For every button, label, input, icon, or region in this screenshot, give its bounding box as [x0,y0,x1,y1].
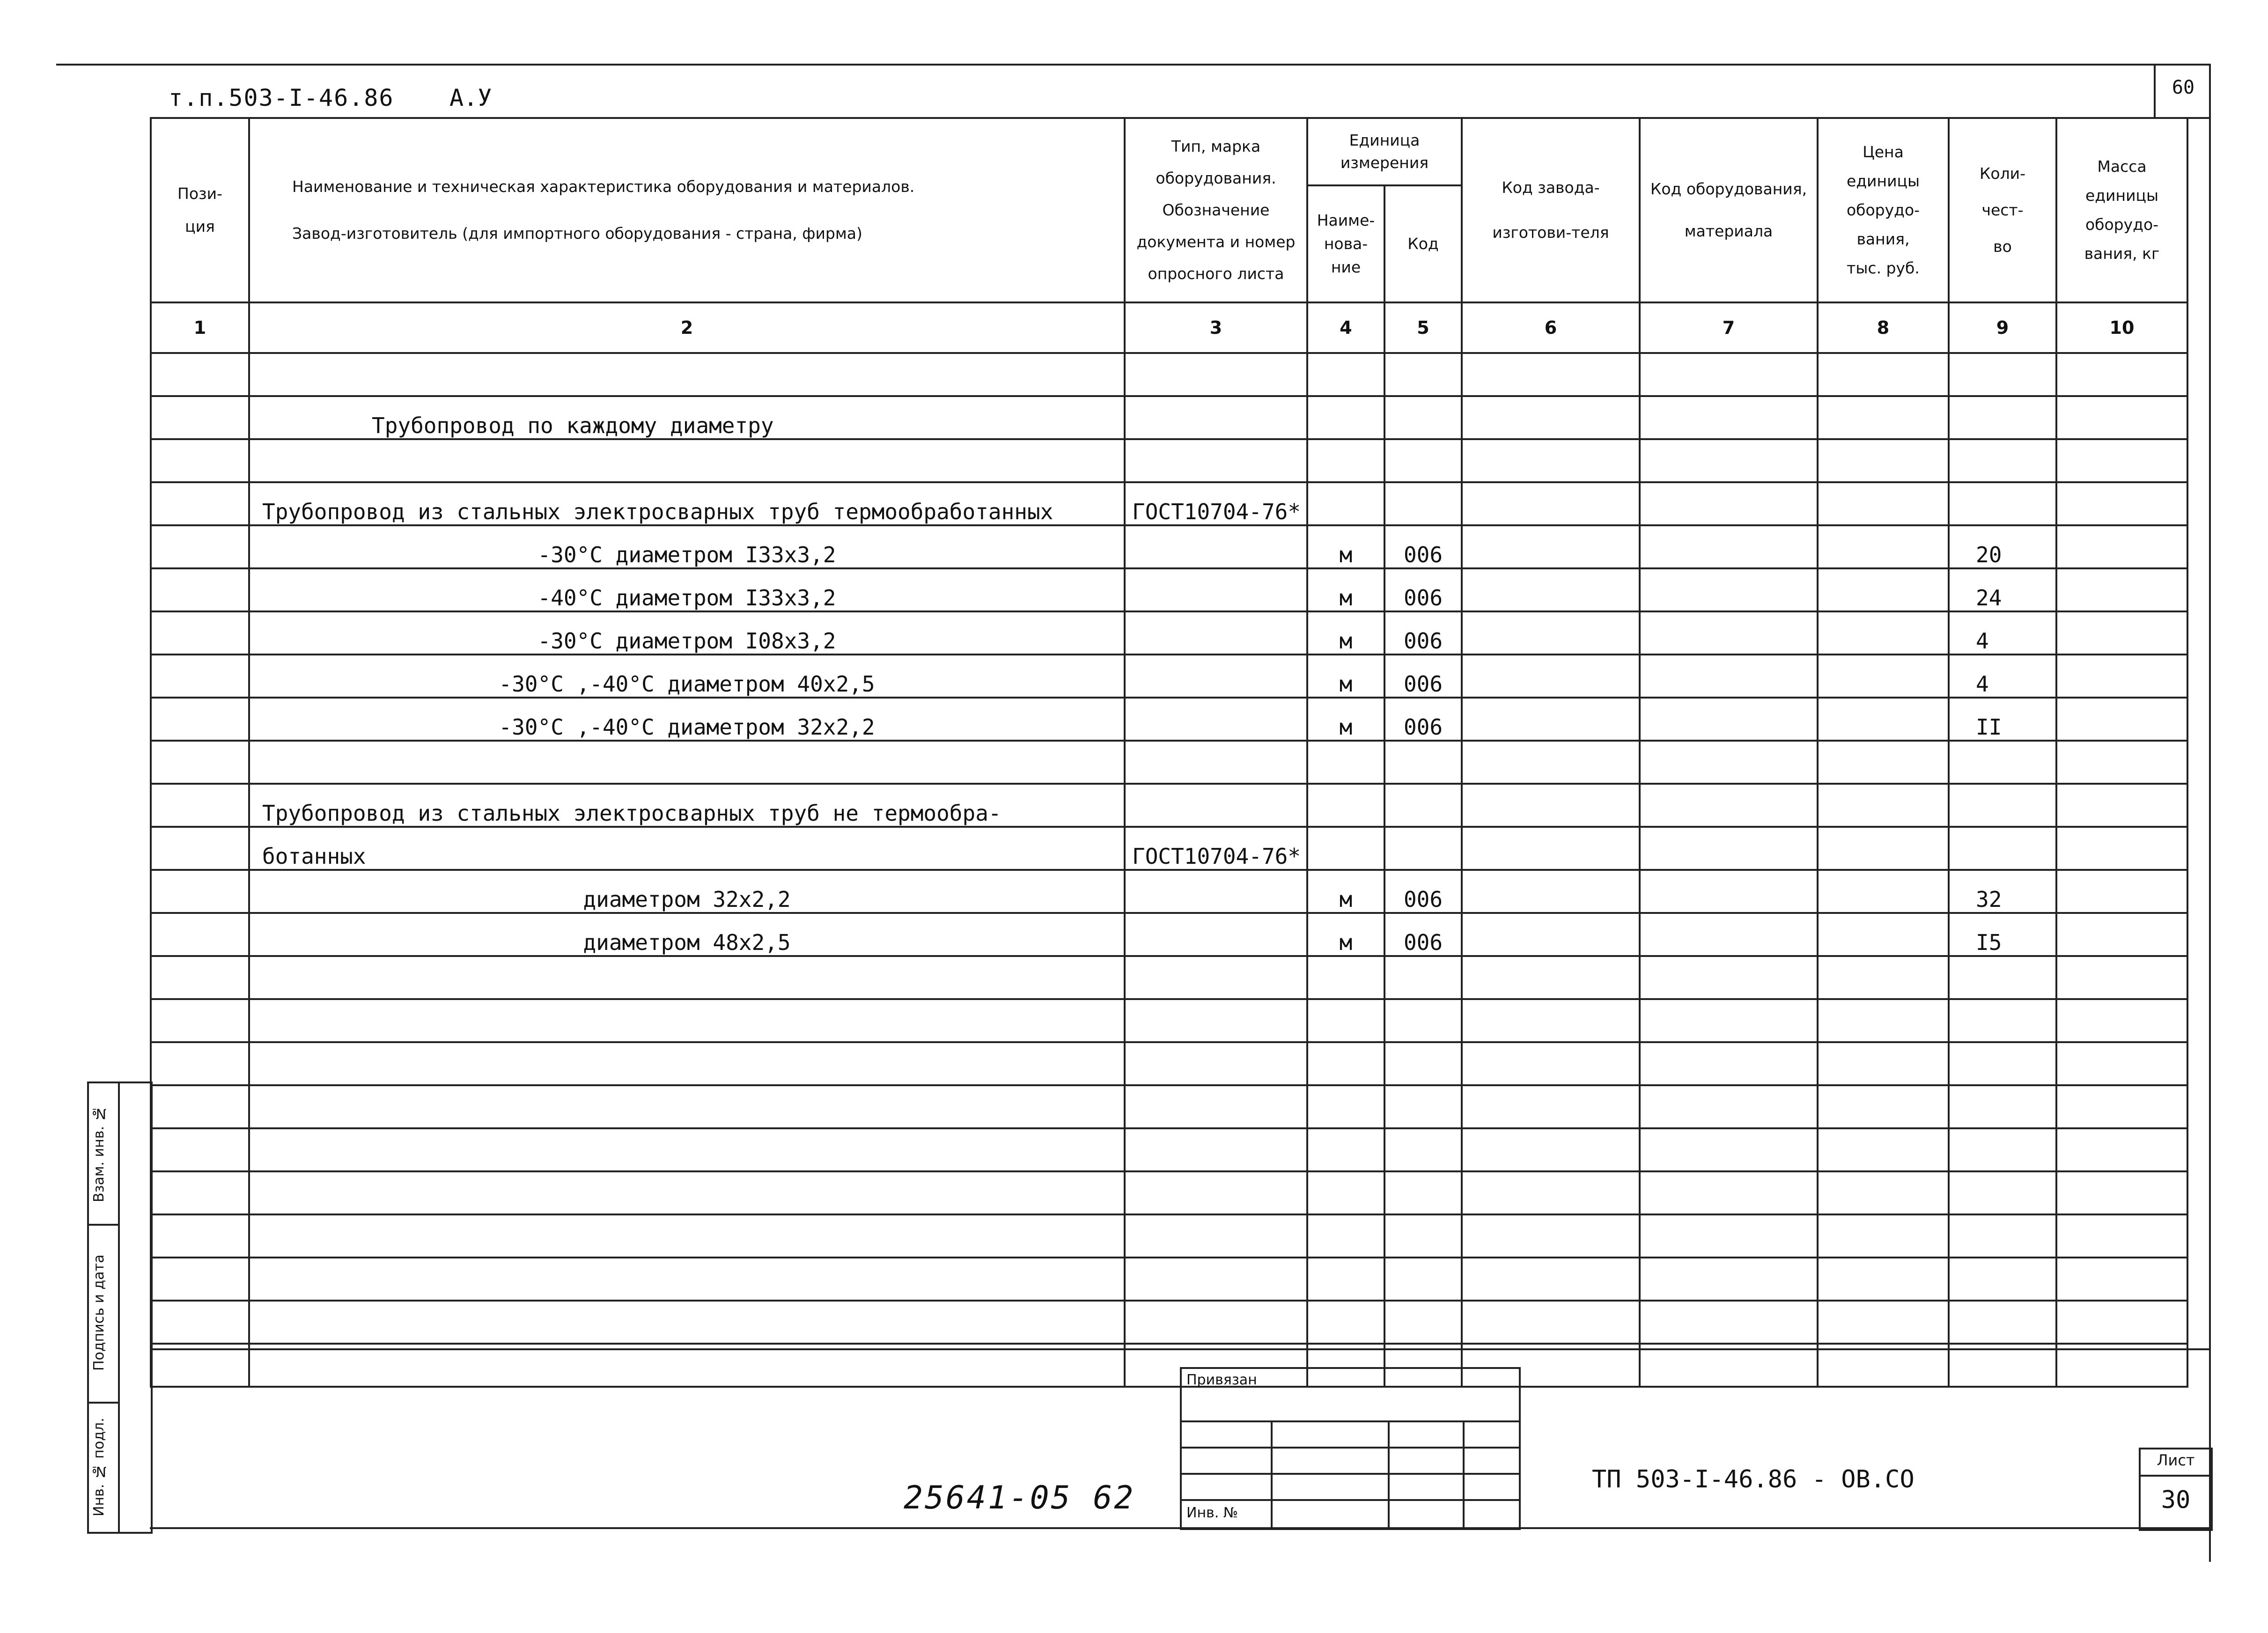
cell-qty [1949,482,2056,525]
header-row [151,118,2187,185]
cell-mass [2056,870,2187,913]
col-num: 8 [1818,302,1949,353]
cell-plant-code [1462,1085,1640,1128]
document-code: т.п.503-I-46.86 [169,84,394,111]
cell-material-code [1640,1128,1818,1171]
cell-material-code [1640,1171,1818,1214]
table-row [151,913,2187,956]
cell-unit [1307,396,1384,439]
cell-code [1384,482,1462,525]
col-header-4: Наиме-нова-ние [1307,185,1384,302]
cell-price [1818,870,1949,913]
side-label-original-inv: Инв. № подл. [91,1418,107,1517]
cell-qty [1949,1128,2056,1171]
cell-qty [1949,827,2056,870]
cell-material-code [1640,741,1818,784]
cell-price [1818,698,1949,741]
cell-name: диаметром 32x2,2 [249,870,1125,913]
cell-mass [2056,353,2187,396]
cell-code [1384,396,1462,439]
top-sheet-number-box [2154,66,2211,119]
cell-type [1125,784,1307,827]
col-header-7: Код оборудования, материала [1640,118,1818,302]
cell-material-code [1640,1085,1818,1128]
cell-name: -30°С диаметром I08x3,2 [249,611,1125,655]
cell-code [1384,353,1462,396]
top-sheet-number: 60 [2172,77,2195,98]
cell-qty [1949,956,2056,999]
cell-name [249,956,1125,999]
cell-pos [151,396,249,439]
cell-code [1384,1214,1462,1258]
cell-unit: м [1307,655,1384,698]
binding-stamp [1180,1367,1521,1530]
cell-code [1384,439,1462,482]
cell-qty [1949,1258,2056,1301]
cell-material-code [1640,1301,1818,1344]
cell-material-code [1640,698,1818,741]
cell-pos [151,956,249,999]
table-row [151,1214,2187,1258]
side-label-signature-date: Подпись и дата [91,1254,107,1371]
table-row [151,698,2187,741]
cell-plant-code [1462,568,1640,611]
cell-unit [1307,1258,1384,1301]
cell-pos [151,913,249,956]
column-numbers-row [151,302,2187,353]
cell-unit [1307,741,1384,784]
cell-material-code [1640,568,1818,611]
cell-price [1818,525,1949,568]
col-num: 7 [1640,302,1818,353]
table-body [151,353,2187,1387]
cell-code [1384,956,1462,999]
cell-mass [2056,1171,2187,1214]
cell-code: 006 [1384,611,1462,655]
cell-price [1818,482,1949,525]
cell-unit [1307,784,1384,827]
cell-pos [151,999,249,1042]
cell-price [1818,1258,1949,1301]
cell-qty: I5 [1949,913,2056,956]
cell-mass [2056,611,2187,655]
table-row [151,439,2187,482]
col-num: 3 [1125,302,1307,353]
table-row [151,611,2187,655]
cell-pos [151,1301,249,1344]
cell-price [1818,956,1949,999]
cell-unit: м [1307,525,1384,568]
stamp-sidebar [87,1081,153,1534]
cell-unit: м [1307,611,1384,655]
table-row [151,353,2187,396]
cell-unit: м [1307,568,1384,611]
cell-price [1818,1301,1949,1344]
cell-pos [151,1128,249,1171]
cell-plant-code [1462,1301,1640,1344]
cell-price [1818,999,1949,1042]
cell-type: ГОСТ10704-76* [1125,827,1307,870]
cell-pos [151,1171,249,1214]
cell-price [1818,568,1949,611]
cell-mass [2056,1301,2187,1344]
col-header-1: Пози- ция [151,118,249,302]
table-row [151,870,2187,913]
cell-name: диаметром 48x2,5 [249,913,1125,956]
cell-plant-code [1462,870,1640,913]
col-header-9: Коли-чест-во [1949,118,2056,302]
cell-code [1384,1128,1462,1171]
cell-plant-code [1462,784,1640,827]
cell-unit [1307,956,1384,999]
cell-mass [2056,827,2187,870]
stamp-inv-label: Инв. № [1186,1505,1238,1521]
cell-qty: 4 [1949,655,2056,698]
cell-type [1125,525,1307,568]
cell-unit [1307,482,1384,525]
frame-right-line [2209,64,2211,1562]
cell-mass [2056,698,2187,741]
cell-name: Трубопровод из стальных электросварных труб не термообра- [249,784,1125,827]
cell-material-code [1640,913,1818,956]
table-row [151,568,2187,611]
cell-code: 006 [1384,525,1462,568]
cell-unit: м [1307,913,1384,956]
cell-pos [151,655,249,698]
cell-name: Трубопровод по каждому диаметру [249,396,1125,439]
col-num: 6 [1462,302,1640,353]
cell-price [1818,611,1949,655]
col-num: 9 [1949,302,2056,353]
cell-pos [151,827,249,870]
cell-pos [151,611,249,655]
cell-mass [2056,1258,2187,1301]
cell-unit [1307,1301,1384,1344]
cell-type [1125,1042,1307,1085]
table-row [151,999,2187,1042]
cell-mass [2056,741,2187,784]
cell-price [1818,1214,1949,1258]
cell-type [1125,913,1307,956]
cell-code [1384,1171,1462,1214]
cell-type: ГОСТ10704-76* [1125,482,1307,525]
cell-code [1384,741,1462,784]
frame-top-line [56,64,2210,66]
cell-qty [1949,439,2056,482]
cell-mass [2056,482,2187,525]
cell-type [1125,956,1307,999]
cell-qty [1949,741,2056,784]
cell-code [1384,1042,1462,1085]
cell-qty: 20 [1949,525,2056,568]
cell-qty [1949,1042,2056,1085]
cell-material-code [1640,525,1818,568]
cell-material-code [1640,611,1818,655]
cell-mass [2056,784,2187,827]
cell-material-code [1640,956,1818,999]
cell-name [249,439,1125,482]
stamp-title: Привязан [1186,1372,1257,1388]
cell-name [249,741,1125,784]
cell-type [1125,396,1307,439]
cell-name [249,1258,1125,1301]
cell-pos [151,353,249,396]
cell-name: Трубопровод из стальных электросварных труб термообработанных [249,482,1125,525]
cell-plant-code [1462,1042,1640,1085]
cell-plant-code [1462,827,1640,870]
cell-qty [1949,1085,2056,1128]
cell-mass [2056,999,2187,1042]
cell-name [249,1171,1125,1214]
cell-unit [1307,1214,1384,1258]
cell-type [1125,439,1307,482]
cell-name [249,1085,1125,1128]
cell-type [1125,1301,1307,1344]
cell-code [1384,1085,1462,1128]
cell-name: -40°С диаметром I33x3,2 [249,568,1125,611]
cell-type [1125,698,1307,741]
table-row [151,741,2187,784]
cell-mass [2056,439,2187,482]
cell-mass [2056,525,2187,568]
cell-pos [151,525,249,568]
cell-plant-code [1462,956,1640,999]
cell-material-code [1640,1042,1818,1085]
cell-qty [1949,1171,2056,1214]
cell-qty [1949,1301,2056,1344]
cell-unit: м [1307,698,1384,741]
cell-mass [2056,913,2187,956]
col-header-5: Код [1384,185,1462,302]
cell-pos [151,1042,249,1085]
cell-type [1125,568,1307,611]
cell-unit [1307,439,1384,482]
cell-mass [2056,956,2187,999]
table-row [151,784,2187,827]
cell-unit [1307,1128,1384,1171]
cell-unit [1307,827,1384,870]
cell-qty: 4 [1949,611,2056,655]
col-header-8: Цена единицы оборудо-вания, тыс. руб. [1818,118,1949,302]
cell-price [1818,827,1949,870]
cell-plant-code [1462,999,1640,1042]
cell-type [1125,1258,1307,1301]
cell-mass [2056,655,2187,698]
cell-pos [151,698,249,741]
cell-plant-code [1462,1128,1640,1171]
cell-material-code [1640,784,1818,827]
cell-pos [151,439,249,482]
cell-plant-code [1462,655,1640,698]
cell-type [1125,741,1307,784]
cell-plant-code [1462,1258,1640,1301]
cell-price [1818,741,1949,784]
cell-material-code [1640,439,1818,482]
cell-type [1125,611,1307,655]
cell-material-code [1640,396,1818,439]
cell-price [1818,784,1949,827]
cell-price [1818,1171,1949,1214]
cell-price [1818,1128,1949,1171]
sheet-number: 30 [2161,1486,2191,1514]
cell-name [249,1214,1125,1258]
cell-name [249,999,1125,1042]
cell-type [1125,655,1307,698]
table-row [151,1171,2187,1214]
cell-plant-code [1462,525,1640,568]
cell-price [1818,353,1949,396]
cell-type [1125,1171,1307,1214]
table-row [151,1128,2187,1171]
table-row [151,956,2187,999]
cell-type [1125,999,1307,1042]
cell-type [1125,870,1307,913]
cell-qty [1949,396,2056,439]
cell-price [1818,1085,1949,1128]
cell-code [1384,1258,1462,1301]
cell-qty: 24 [1949,568,2056,611]
cell-type [1125,1085,1307,1128]
cell-mass [2056,1042,2187,1085]
table-row [151,396,2187,439]
cell-qty [1949,784,2056,827]
cell-type [1125,1128,1307,1171]
cell-pos [151,1085,249,1128]
cell-material-code [1640,655,1818,698]
col-num: 5 [1384,302,1462,353]
cell-price [1818,1042,1949,1085]
table-row [151,1042,2187,1085]
cell-mass [2056,1128,2187,1171]
cell-plant-code [1462,741,1640,784]
cell-code [1384,999,1462,1042]
cell-code: 006 [1384,870,1462,913]
cell-unit: м [1307,870,1384,913]
cell-material-code [1640,999,1818,1042]
cell-code: 006 [1384,655,1462,698]
col-header-3: Тип, марка оборудования. Обозначение документа и номер опросного листа [1125,118,1307,302]
cell-unit [1307,353,1384,396]
col-num: 1 [151,302,249,353]
cell-code: 006 [1384,913,1462,956]
cell-unit [1307,1085,1384,1128]
frame-title-block-line [150,1348,2210,1350]
document-section: А.У [449,84,492,111]
table-row [151,1085,2187,1128]
cell-mass [2056,1085,2187,1128]
cell-mass [2056,396,2187,439]
cell-code [1384,784,1462,827]
sheet-label: Лист [2141,1451,2211,1477]
cell-name: -30°С ,-40°С диаметром 32x2,2 [249,698,1125,741]
col-header-6: Код завода-изготови-теля [1462,118,1640,302]
cell-code [1384,1301,1462,1344]
cell-plant-code [1462,1171,1640,1214]
table-row [151,1301,2187,1344]
cell-pos [151,1214,249,1258]
cell-name [249,1128,1125,1171]
cell-type [1125,1214,1307,1258]
cell-plant-code [1462,913,1640,956]
cell-plant-code [1462,482,1640,525]
cell-name: -30°С ,-40°С диаметром 40x2,5 [249,655,1125,698]
cell-name [249,1301,1125,1344]
cell-price [1818,439,1949,482]
col-header-10: Масса единицы оборудо-вания, кг [2056,118,2187,302]
cell-pos [151,1258,249,1301]
cell-price [1818,396,1949,439]
unit-group-header: Единица измерения [1307,118,1462,185]
table-row [151,827,2187,870]
cell-mass [2056,1214,2187,1258]
table-row [151,525,2187,568]
cell-pos [151,568,249,611]
cell-code [1384,827,1462,870]
cell-name [249,1042,1125,1085]
cell-plant-code [1462,353,1640,396]
cell-pos [151,741,249,784]
table-row [151,655,2187,698]
cell-code: 006 [1384,568,1462,611]
cell-name [249,353,1125,396]
cell-type [1125,353,1307,396]
col-num: 4 [1307,302,1384,353]
cell-pos [151,870,249,913]
cell-plant-code [1462,396,1640,439]
cell-material-code [1640,870,1818,913]
cell-material-code [1640,1258,1818,1301]
side-label-replaced-inv: Взам. инв. № [91,1105,107,1202]
cell-plant-code [1462,611,1640,655]
sheet-box [2139,1448,2213,1531]
table-row [151,1258,2187,1301]
cell-name: -30°С диаметром I33x3,2 [249,525,1125,568]
col-num: 10 [2056,302,2187,353]
cell-unit [1307,1042,1384,1085]
cell-qty [1949,999,2056,1042]
cell-name: ботанных [249,827,1125,870]
cell-price [1818,655,1949,698]
cell-qty: 32 [1949,870,2056,913]
cell-mass [2056,568,2187,611]
cell-plant-code [1462,698,1640,741]
cell-material-code [1640,353,1818,396]
cell-plant-code [1462,1214,1640,1258]
cell-qty: II [1949,698,2056,741]
equipment-specification-table [150,117,2188,1388]
cell-material-code [1640,827,1818,870]
cell-plant-code [1462,439,1640,482]
cell-price [1818,913,1949,956]
table-row [151,482,2187,525]
cell-unit [1307,1171,1384,1214]
cell-pos [151,482,249,525]
cell-unit [1307,999,1384,1042]
cell-material-code [1640,1214,1818,1258]
cell-pos [151,784,249,827]
handwritten-number: 25641-05 62 [904,1479,1135,1516]
cell-code: 006 [1384,698,1462,741]
col-header-2: Наименование и техническая характеристика оборудования и материалов. Завод-изготовитель (для импортного оборудования - страна, фирма) [249,118,1125,302]
document-number: ТП 503-I-46.86 - ОВ.СО [1592,1465,1915,1493]
cell-qty [1949,353,2056,396]
col-num: 2 [249,302,1125,353]
cell-qty [1949,1214,2056,1258]
cell-material-code [1640,482,1818,525]
